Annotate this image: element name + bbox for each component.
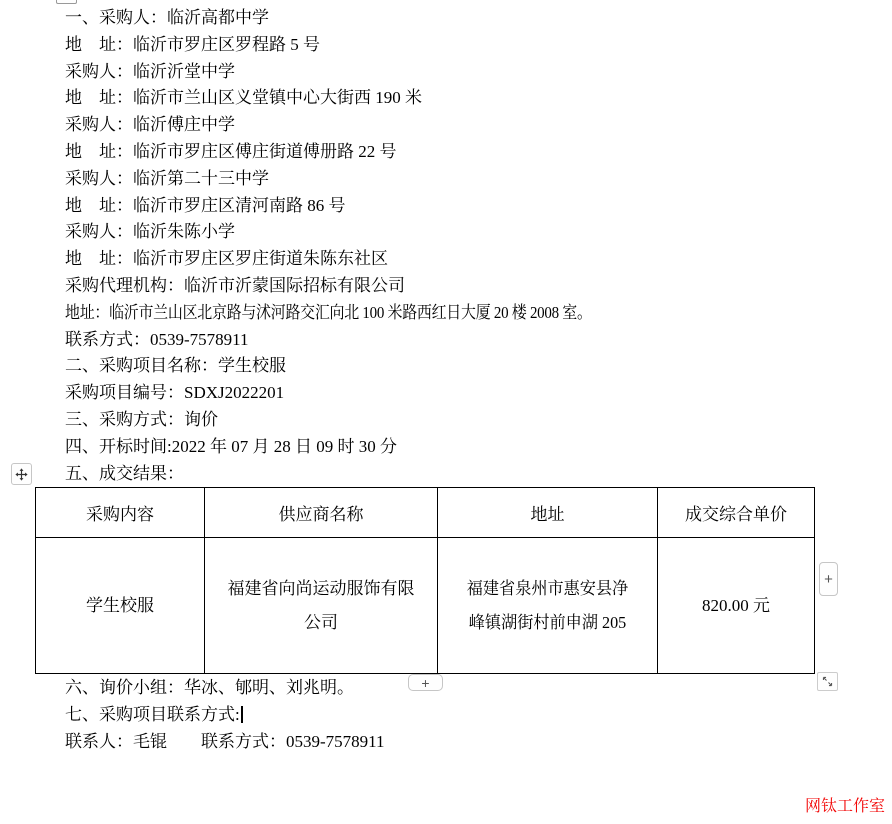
table-resize-handle[interactable] [817, 672, 838, 691]
table-add-column-button[interactable] [819, 562, 838, 596]
paragraph[interactable]: 地 址：临沂市罗庄区罗庄街道朱陈东社区 [65, 249, 388, 269]
paragraph[interactable]: 采购人：临沂傅庄中学 [65, 115, 235, 135]
table-header-row [36, 488, 815, 538]
header-cell-address[interactable]: 地址 [438, 488, 658, 538]
cell-supplier-name[interactable]: 福建省向尚运动服饰有限公司 [205, 538, 438, 674]
text-cursor [241, 706, 243, 723]
plus-icon: + [824, 570, 833, 588]
watermark-text: 网钛工作室 [805, 798, 886, 815]
paragraph[interactable]: 联系方式：0539-7578911 [65, 329, 249, 349]
paragraph[interactable]: 一、采购人：临沂高都中学 [65, 8, 269, 27]
table-move-handle[interactable] [11, 463, 32, 485]
document-body-top [65, 5, 875, 487]
paragraph[interactable]: 地 址：临沂市罗庄区清河南路 86 号 [65, 195, 346, 215]
paragraph[interactable] [65, 702, 875, 729]
paragraph[interactable]: 采购人：临沂第二十三中学 [65, 168, 269, 188]
cell-address[interactable] [438, 538, 658, 674]
paragraph[interactable]: 采购人：临沂沂堂中学 [65, 61, 235, 81]
table-add-row-button[interactable] [408, 674, 443, 691]
paragraph[interactable]: 采购人：临沂朱陈小学 [65, 222, 235, 242]
move-icon [15, 468, 28, 481]
paragraph[interactable]: 地 址：临沂市罗庄区傅庄街道傅册路 22 号 [65, 141, 397, 161]
cell-address-text: 福建省泉州市惠安县净峰镇湖街村前申湖 205 [466, 578, 629, 632]
table-row [36, 538, 815, 674]
paragraph[interactable]: 地 址：临沂市罗庄区罗程路 5 号 [65, 34, 320, 54]
paragraph[interactable]: 四、开标时间:2022 年 07 月 28 日 09 时 30 分 [65, 436, 397, 456]
paragraph[interactable]: 五、成交结果： [65, 463, 184, 483]
document-body-bottom [65, 675, 875, 755]
header-cell-unit-price[interactable]: 成交综合单价 [658, 488, 815, 538]
paragraph[interactable] [65, 300, 875, 327]
paragraph[interactable]: 地 址：临沂市兰山区义堂镇中心大街西 190 米 [65, 88, 422, 108]
plus-icon: + [421, 674, 430, 691]
paragraph[interactable]: 采购代理机构：临沂市沂蒙国际招标有限公司 [65, 275, 405, 295]
results-table [35, 487, 815, 674]
paragraph[interactable]: 采购项目编号：SDXJ2022201 [65, 383, 285, 403]
cell-purchase-content[interactable]: 学生校服 [36, 538, 205, 674]
header-cell-purchase-content[interactable]: 采购内容 [36, 488, 205, 538]
paragraph-text: 七、采购项目联系方式: [65, 704, 240, 724]
paragraph[interactable]: 二、采购项目名称：学生校服 [65, 356, 286, 376]
cropped-widget-box[interactable] [56, 0, 77, 4]
header-cell-supplier-name[interactable]: 供应商名称 [205, 488, 438, 538]
resize-diagonal-icon [821, 675, 834, 688]
cell-unit-price[interactable]: 820.00 元 [658, 538, 815, 674]
paragraph[interactable]: 联系人：毛锟 联系方式：0539-7578911 [65, 731, 385, 751]
paragraph[interactable]: 三、采购方式：询价 [65, 409, 218, 429]
paragraph[interactable]: 六、询价小组：华冰、郇明、刘兆明。 [65, 678, 354, 697]
paragraph-text: 地址：临沂市兰山区北京路与沭河路交汇向北 100 米路西红日大厦 20 楼 2008 室。 [65, 302, 592, 322]
